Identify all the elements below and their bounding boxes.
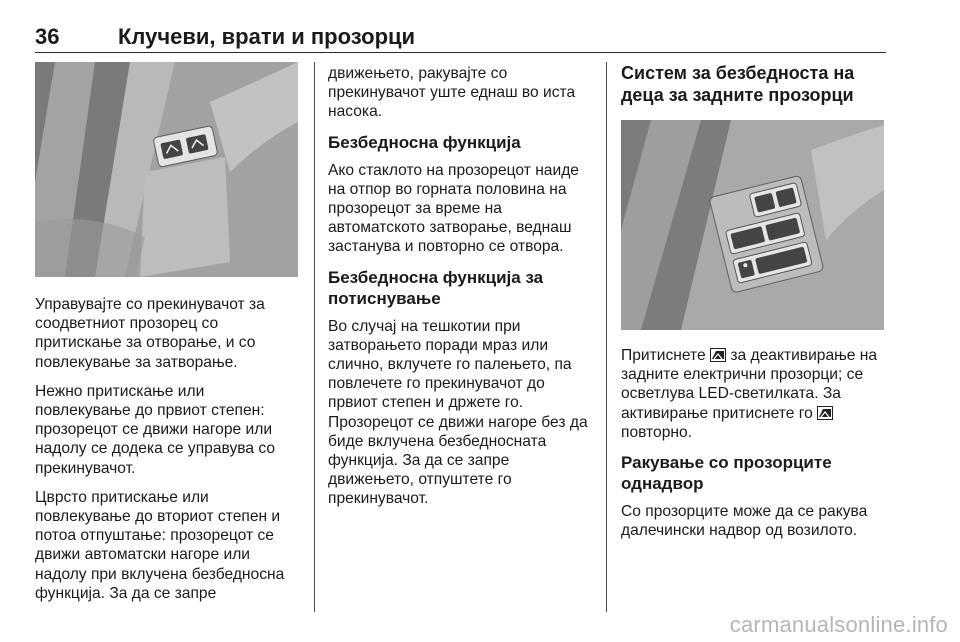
section-heading: Ракување со прозорците однадвор	[621, 453, 832, 494]
column-divider-left	[314, 62, 315, 612]
chapter-title: Клучеви, врати и прозорци	[118, 24, 416, 49]
paragraph-text: повторно.	[621, 423, 692, 441]
section-heading: Безбедносна функција	[328, 132, 521, 152]
paragraph: Со прозорците може да се ракува далечински надвор од возилото.	[621, 503, 868, 540]
watermark: carmanualsonline.info	[729, 612, 948, 637]
paragraph-text: за деактивирање на задните електрични прозорци; се осветлува LED-светилката. За активирање притиснете го	[621, 347, 878, 422]
paragraph	[621, 346, 889, 442]
page-header	[35, 24, 885, 52]
paragraph: Во случај на тешкотии при затворањето поради мраз или слично, вклучете го палењето, па повлечете го прекинувачот до првиот степен и држете го. Прозорецот се движи нагоре без да биде вклучена безбедносната функција. За да се запре движењето, отпуштете го прекинувачот.	[328, 317, 588, 508]
paragraph: Ако стаклото на прозорецот наиде на отпор во горната половина на прозорецот за време на автоматското затворање, веднаш застанува и повторно се отвора.	[328, 161, 579, 256]
paragraph: движењето, ракувајте со прекинувачот уште еднаш во иста насока.	[328, 65, 576, 121]
child-lock-switch-photo	[621, 120, 884, 330]
child-lock-icon	[710, 348, 726, 362]
column-right	[621, 62, 889, 550]
paragraph: Цврсто притискање или повлекување до вториот степен и потоа отпуштање: прозорецот се движи автоматски нагоре или надолу при вклучена безбедносна функција. За да се запре	[35, 488, 285, 602]
header-divider	[35, 52, 886, 53]
paragraph: Нежно притискање или повлекување до првиот степен: прозорецот се движи нагоре или надолу се додека се управува со прекинувачот.	[35, 382, 275, 477]
column-left	[35, 62, 300, 613]
section-heading: Безбедносна функција за потиснување	[328, 267, 544, 308]
page-number: 36	[35, 24, 60, 49]
column-middle	[328, 64, 593, 519]
child-lock-icon	[817, 406, 833, 420]
section-heading: Систем за безбедноста на деца за задните прозорци	[621, 63, 855, 105]
window-switch-photo	[35, 62, 298, 277]
paragraph: Управувајте со прекинувачот за соодветниот прозорец со притискање за отворање, и со повлекување за затворање.	[35, 296, 265, 371]
paragraph-text: Притиснете	[621, 347, 706, 364]
column-divider-right	[606, 62, 607, 612]
